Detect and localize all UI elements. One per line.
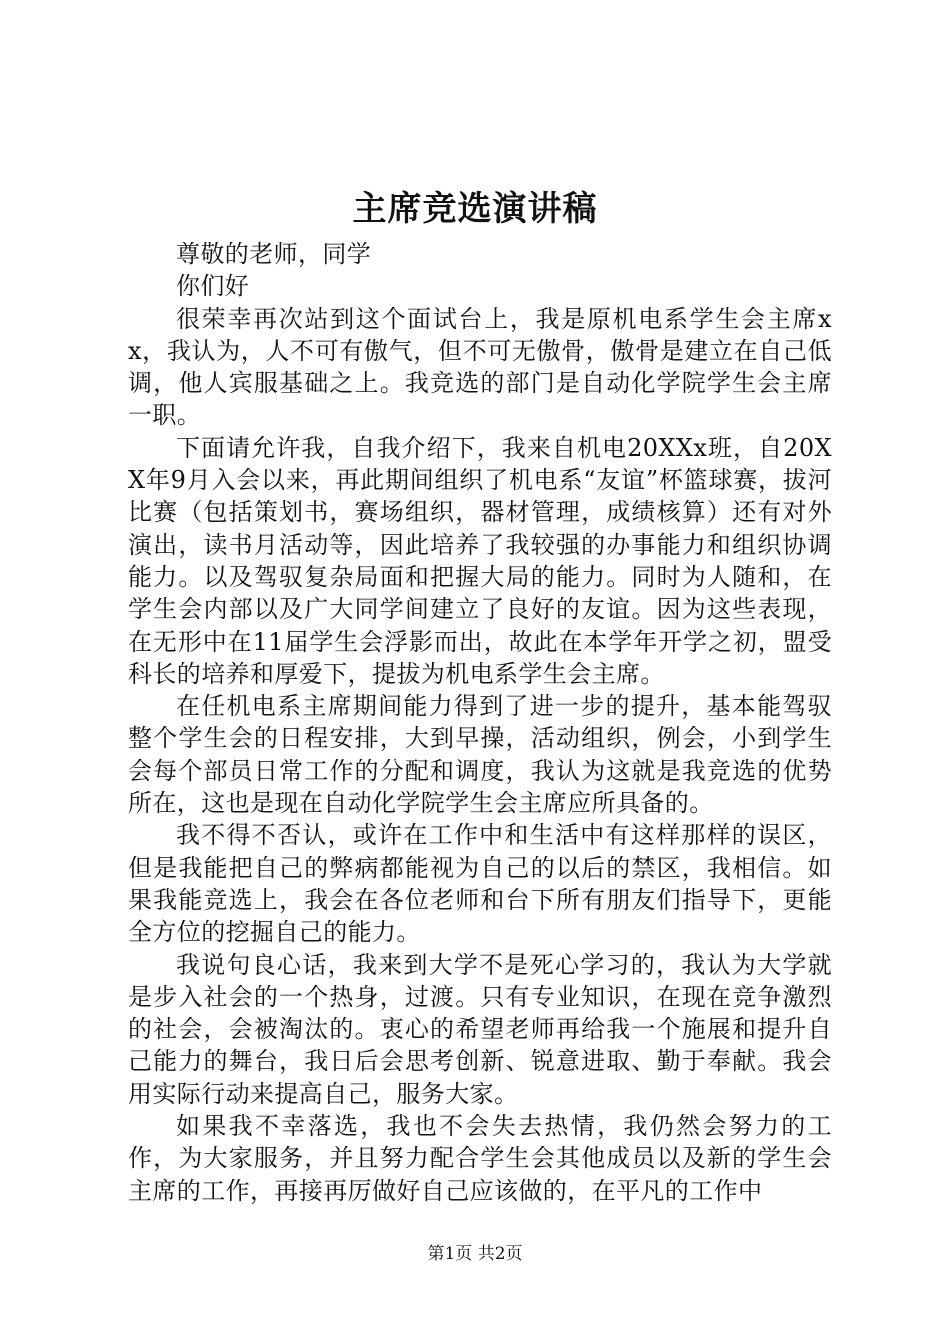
greeting: 你们好 <box>176 272 250 301</box>
document-body <box>128 238 832 1207</box>
paragraph: 我说句良心话，我来到大学不是死心学习的，我认为大学就是步入社会的一个热身，过渡。只有专业知识，在现在竞争激烈的社会，会被淘汰的。衷心的希望老师再给我一个施展和提升自己能力的舞台，我日后会思考创新、锐意进取、勤于奉献。我会用实际行动来提高自己，服务大家。 <box>128 950 832 1108</box>
paragraph: 我不得不否认，或许在工作中和生活中有这样那样的误区，但是我能把自己的弊病都能视为自己的以后的禁区，我相信。如果我能竞选上，我会在各位老师和台下所有朋友们指导下，更能全方位的挖掘自己的能力。 <box>128 821 832 947</box>
paragraph: 如果我不幸落选，我也不会失去热情，我仍然会努力的工作，为大家服务，并且努力配合学生会其他成员以及新的学生会主席的工作，再接再厉做好自己应该做的，在平凡的工作中 <box>128 1112 832 1205</box>
paragraph: 下面请允许我，自我介绍下，我来自机电20XXx班，自20XX年9月入会以来，再此期间组织了机电系“友谊”杯篮球赛，拔河比赛（包括策划书，赛场组织，器材管理，成绩核算）还有对外演出，读书月活动等，因此培养了我较强的办事能力和组织协调能力。以及驾驭复杂局面和把握大局的能力。同时为人随和，在学生会内部以及广大同学间建立了良好的友谊。因为这些表现，在无形中在11届学生会浮影而出，故此在本学年开学之初，盟受科长的培养和厚爱下，提拔为机电系学生会主席。 <box>128 433 832 688</box>
paragraph: 很荣幸再次站到这个面试台上，我是原机电系学生会主席xx，我认为，人不可有傲气，但不可无傲骨，傲骨是建立在自己低调，他人宾服基础之上。我竞选的部门是自动化学院学生会主席一职。 <box>128 304 832 430</box>
document-title: 主席竞选演讲稿 <box>352 189 598 229</box>
salutation: 尊敬的老师，同学 <box>176 240 372 268</box>
paragraph: 在任机电系主席期间能力得到了进一步的提升，基本能驾驭整个学生会的日程安排，大到早操，活动组织，例会，小到学生会每个部员日常工作的分配和调度，我认为这就是我竞选的优势所在，这也是现在自动化学院学生会主席应所具备的。 <box>128 692 832 818</box>
page-number-footer: 第1页 共2页 <box>427 1244 523 1264</box>
